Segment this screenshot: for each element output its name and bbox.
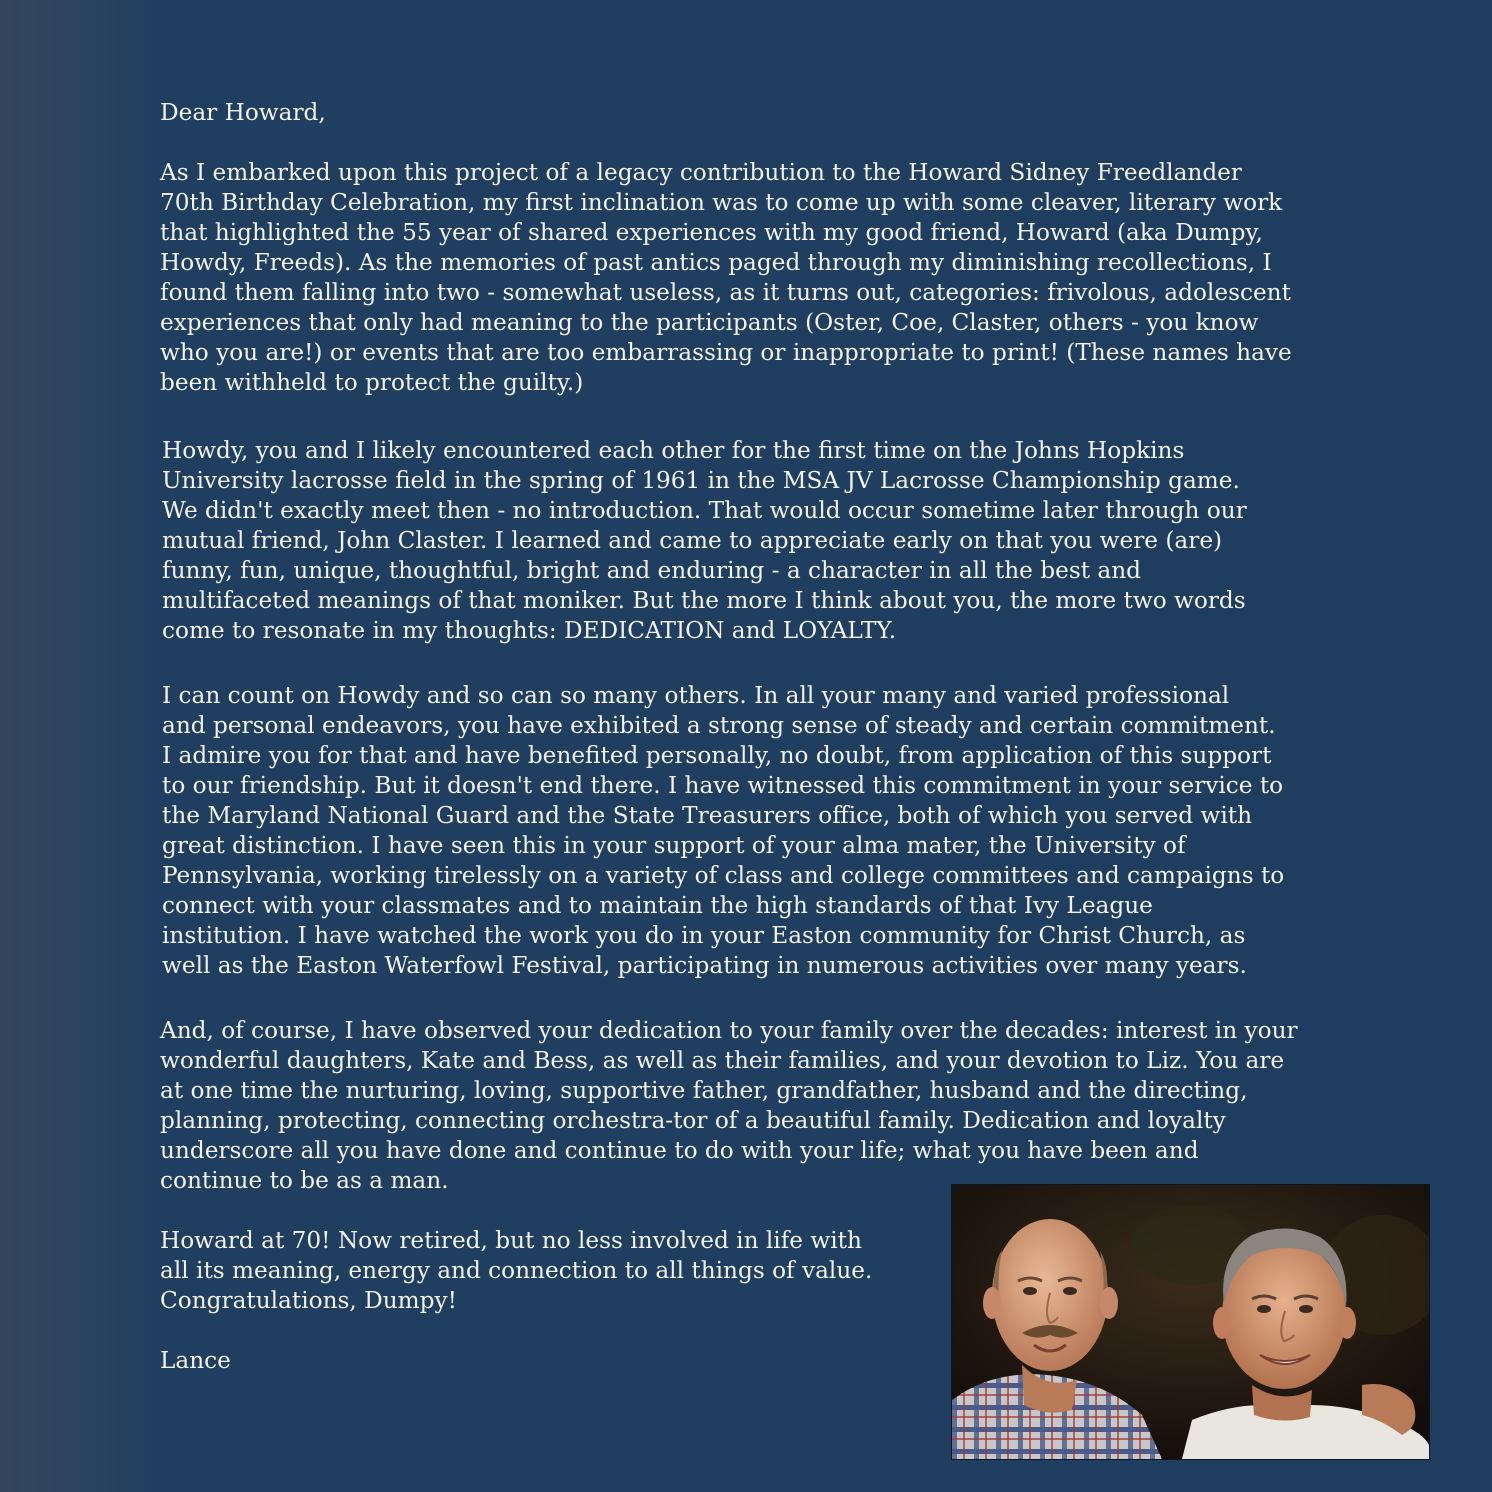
letter-signature: Lance <box>160 1347 231 1374</box>
letter-paragraph-3: I can count on Howdy and so can so many others. In all your many and varied professional and personal endeavors, you have exhibited a strong sense of steady and certain commitment. I admire you for that and have benefited personally, no doubt, from application of this support to our friendship. But it doesn't end there. I have witnessed this commitment in your service to the Maryland National Guard and the State Treasurers office, both of which you served with great distinction. I have seen this in your support of your alma mater, the University of Pennsylvania, working tirelessly on a variety of class and college committees and campaigns to connect with your classmates and to maintain the high standards of that Ivy League institution. I have watched the work you do in your Easton community for Christ Church, as well as the Easton Waterfowl Festival, participating in numerous activities over many years. <box>162 682 1285 979</box>
letter-paragraph-4: And, of course, I have observed your dedication to your family over the decades: interest in your wonderful daughters, Kate and Bess, as well as their families, and your devotion to Liz. You are at one time the nurturing, loving, supportive father, grandfather, husband and the directing, planning, protecting, connecting orchestra-tor of a beautiful family. Dedication and loyalty underscore all you have done and continue to do with your life; what you have been and continue to be as a man. <box>160 1017 1298 1194</box>
letter-greeting: Dear Howard, <box>160 99 326 126</box>
photo-illustration <box>952 1185 1429 1459</box>
letter-paragraph-5: Howard at 70! Now retired, but no less involved in life with all its meaning, energy and connection to all things of value. Congratulations, Dumpy! <box>160 1227 873 1314</box>
letter-paragraph-1: As I embarked upon this project of a legacy contribution to the Howard Sidney Freedlander 70th Birthday Celebration, my first inclination was to come up with some cleaver, literary work that highlighted the 55 year of shared experiences with my good friend, Howard (aka Dumpy, Howdy, Freeds). As the memories of past antics paged through my diminishing recollections, I found them falling into two - somewhat useless, as it turns out, categories: frivolous, adolescent experiences that only had meaning to the participants (Oster, Coe, Claster, others - you know who you are!) or events that are too embarrassing or inappropriate to print! (These names have been withheld to protect the guilty.) <box>160 159 1292 396</box>
photo-two-men <box>952 1185 1429 1459</box>
letter-paragraph-2: Howdy, you and I likely encountered each other for the first time on the Johns Hopkins University lacrosse field in the spring of 1961 in the MSA JV Lacrosse Championship game. We didn't exactly meet then - no introduction. That would occur sometime later through our mutual friend, John Claster. I learned and came to appreciate early on that you were (are) funny, fun, unique, thoughtful, bright and enduring - a character in all the best and multifaceted meanings of that moniker. But the more I think about you, the more two words come to resonate in my thoughts: DEDICATION and LOYALTY. <box>162 437 1247 644</box>
